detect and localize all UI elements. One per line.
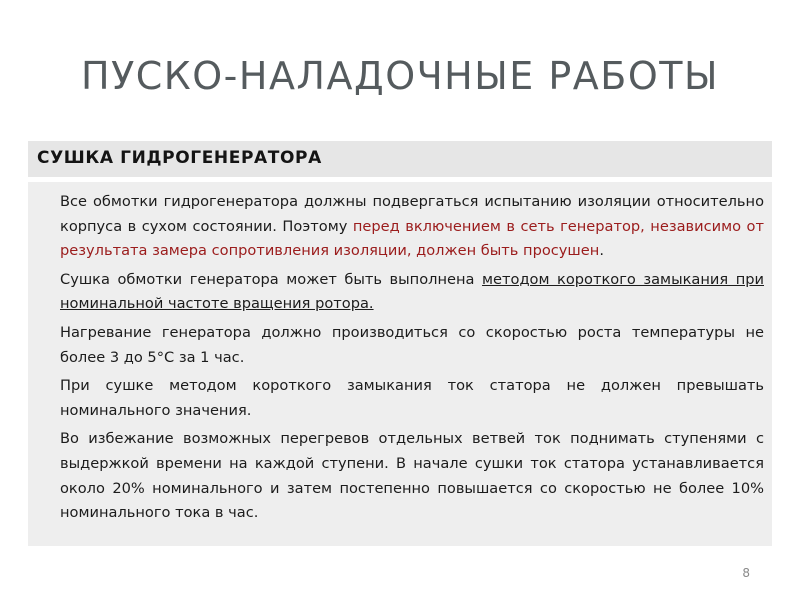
paragraph-1-highlight: перед включением в сеть генератор, независимо от результата замера сопротивления изоляции, должен быть просушен bbox=[60, 217, 764, 260]
paragraph-2-underlined: методом короткого замыкания при номинальной частоте вращения ротора. bbox=[60, 270, 764, 313]
paragraph-3-text: Нагревание генератора должно производиться со скоростью роста температуры не более 3 до 5°С за 1 час. bbox=[60, 323, 764, 366]
paragraph-2-text: Сушка обмотки генератора может быть выполнена bbox=[60, 270, 483, 288]
content bbox=[34, 190, 764, 530]
paragraph-4-text: При сушке методом короткого замыкания ток статора не должен превышать номинального значения. bbox=[60, 377, 764, 419]
paragraph-5 bbox=[34, 427, 764, 525]
subtitle-bar bbox=[28, 141, 772, 177]
paragraph-1-end: . bbox=[599, 242, 604, 260]
paragraph-5-text: Во избежание возможных перегревов отдельных ветвей ток поднимать ступенями с выдержкой времени на каждой ступени. В начале сушки ток статора устанавливается около 20% номинального и затем постепенно повышается со скоростью не более 10% номинального тока в час. bbox=[60, 430, 764, 522]
paragraph-1 bbox=[34, 190, 764, 264]
paragraph-3 bbox=[34, 321, 764, 370]
page-number: 8 bbox=[742, 566, 750, 580]
paragraph-2 bbox=[34, 268, 764, 317]
slide-title: ПУСКО-НАЛАДОЧНЫЕ РАБОТЫ bbox=[81, 54, 719, 98]
paragraph-4 bbox=[34, 374, 764, 423]
subtitle-text: СУШКА ГИДРОГЕНЕРАТОРА bbox=[37, 148, 322, 168]
paragraph-1-text: Все обмотки гидрогенератора должны подвергаться испытанию изоляции относительно корпуса в сухом состоянии. Поэтому bbox=[60, 193, 764, 235]
